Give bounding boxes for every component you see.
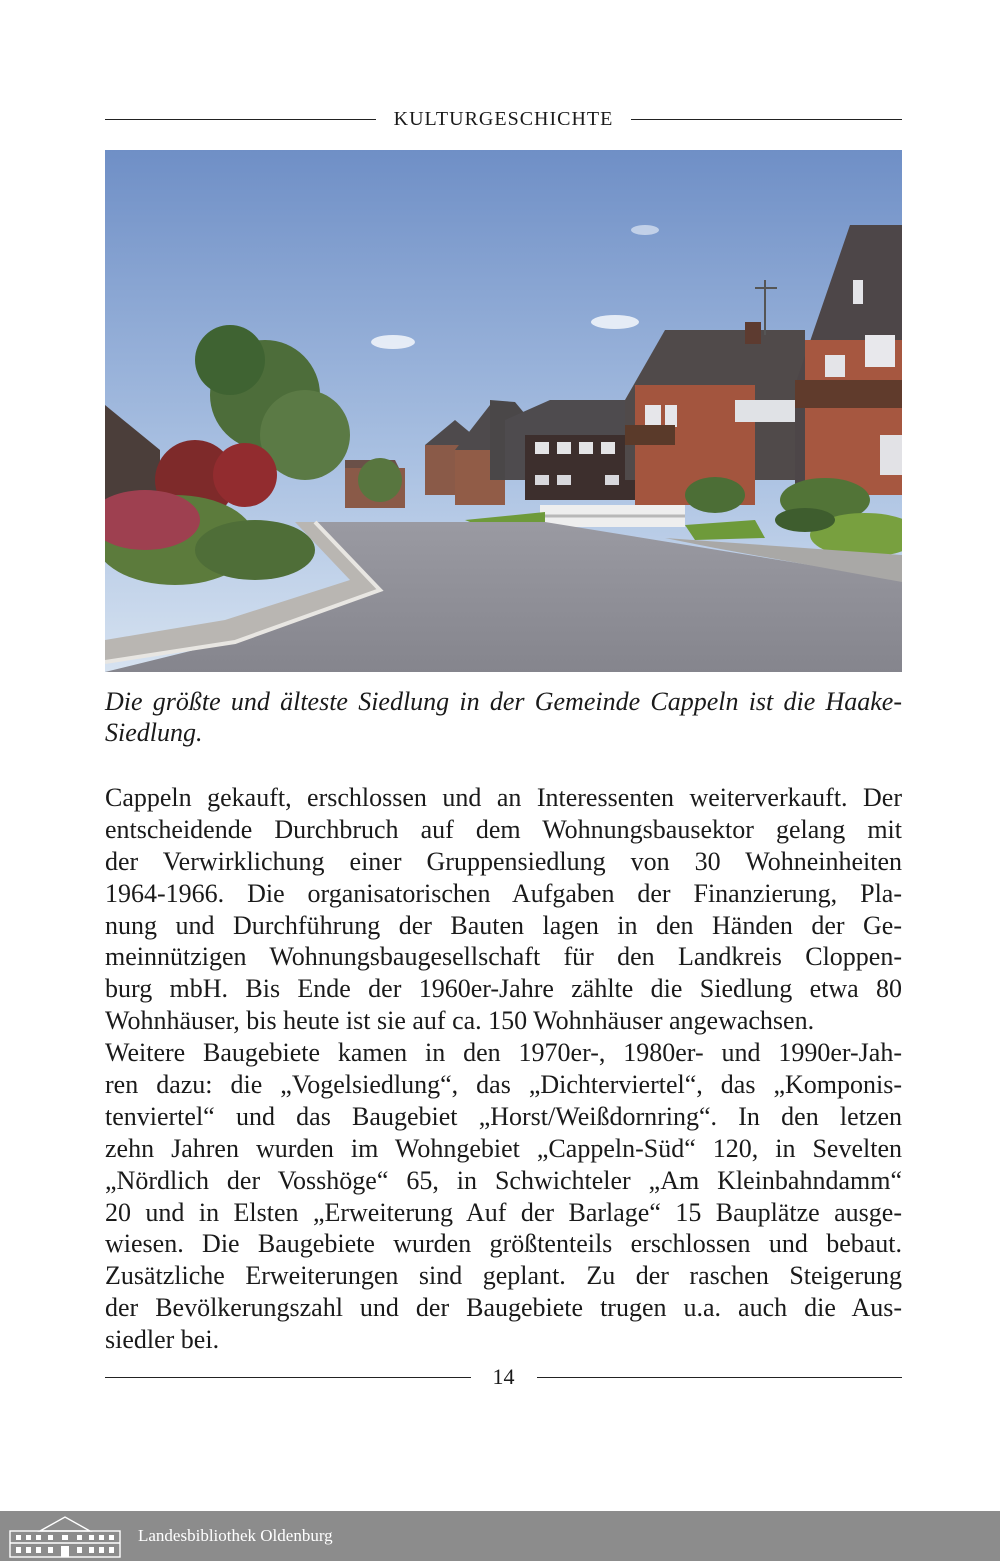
body-line: siedler bei. bbox=[105, 1325, 220, 1355]
body-line: nung und Durchführung der Bauten lagen in den Händen der Ge- bbox=[105, 910, 902, 940]
body-line: wiesen. Die Baugebiete wurden größtenteils erschlossen und bebaut. bbox=[105, 1229, 902, 1259]
page-footer bbox=[105, 1362, 902, 1392]
body-line: entscheidende Durchbruch auf dem Wohnungsbausektor gelang mit bbox=[105, 814, 902, 844]
body-line: Zusätzliche Erweiterungen sind geplant. Zu der raschen Steigerung bbox=[105, 1261, 902, 1291]
settlement-photo bbox=[105, 150, 902, 672]
body-text bbox=[105, 782, 902, 1356]
photo-caption: Die größte und älteste Siedlung in der Gemeinde Cappeln ist die Haake-Siedlung. bbox=[105, 687, 902, 747]
footer-rule-left bbox=[105, 1377, 471, 1378]
body-line: der Verwirklichung einer Gruppensiedlung von 30 Wohneinheiten bbox=[105, 846, 902, 876]
library-name: Landesbibliothek Oldenburg bbox=[138, 1526, 333, 1545]
body-line: zehn Jahren wurden im Wohngebiet „Cappeln-Süd“ 120, in Sevelten bbox=[105, 1133, 902, 1163]
running-head-title: KULTURGESCHICHTE bbox=[393, 107, 614, 130]
body-line: Weitere Baugebiete kamen in den 1970er-, 1980er- und 1990er-Jah- bbox=[105, 1038, 902, 1068]
page-number: 14 bbox=[492, 1364, 515, 1389]
body-line: Cappeln gekauft, erschlossen und an Interessenten weiterverkauft. Der bbox=[105, 783, 902, 812]
header-rule-right bbox=[631, 119, 902, 120]
body-line: der Bevölkerungszahl und der Baugebiete trugen u.a. auch die Aus- bbox=[105, 1293, 902, 1323]
body-line: burg mbH. Bis Ende der 1960er-Jahre zählte die Siedlung etwa 80 bbox=[105, 974, 902, 1004]
body-line: „Nördlich der Vosshöge“ 65, in Schwichteler „Am Kleinbahndamm“ bbox=[105, 1165, 902, 1195]
body-line: ren dazu: die „Vogelsiedlung“, das „Dichterviertel“, das „Komponis- bbox=[105, 1070, 902, 1100]
library-building-icon bbox=[6, 1513, 124, 1559]
body-line: Wohnhäuser, bis heute ist sie auf ca. 150 Wohnhäuser angewachsen. bbox=[105, 1006, 815, 1036]
body-line: 20 und in Elsten „Erweiterung Auf der Barlage“ 15 Bauplätze ausge- bbox=[105, 1197, 902, 1227]
header-rule-left bbox=[105, 119, 376, 120]
body-line: meinnützigen Wohnungsbaugesellschaft für den Landkreis Cloppen- bbox=[105, 942, 902, 972]
footer-rule-right bbox=[537, 1377, 903, 1378]
body-line: tenviertel“ und das Baugebiet „Horst/Weißdornring“. In den letzen bbox=[105, 1101, 902, 1131]
body-line: 1964-1966. Die organisatorischen Aufgaben der Finanzierung, Pla- bbox=[105, 878, 902, 908]
library-bar bbox=[0, 1511, 1000, 1561]
running-head bbox=[105, 104, 902, 134]
